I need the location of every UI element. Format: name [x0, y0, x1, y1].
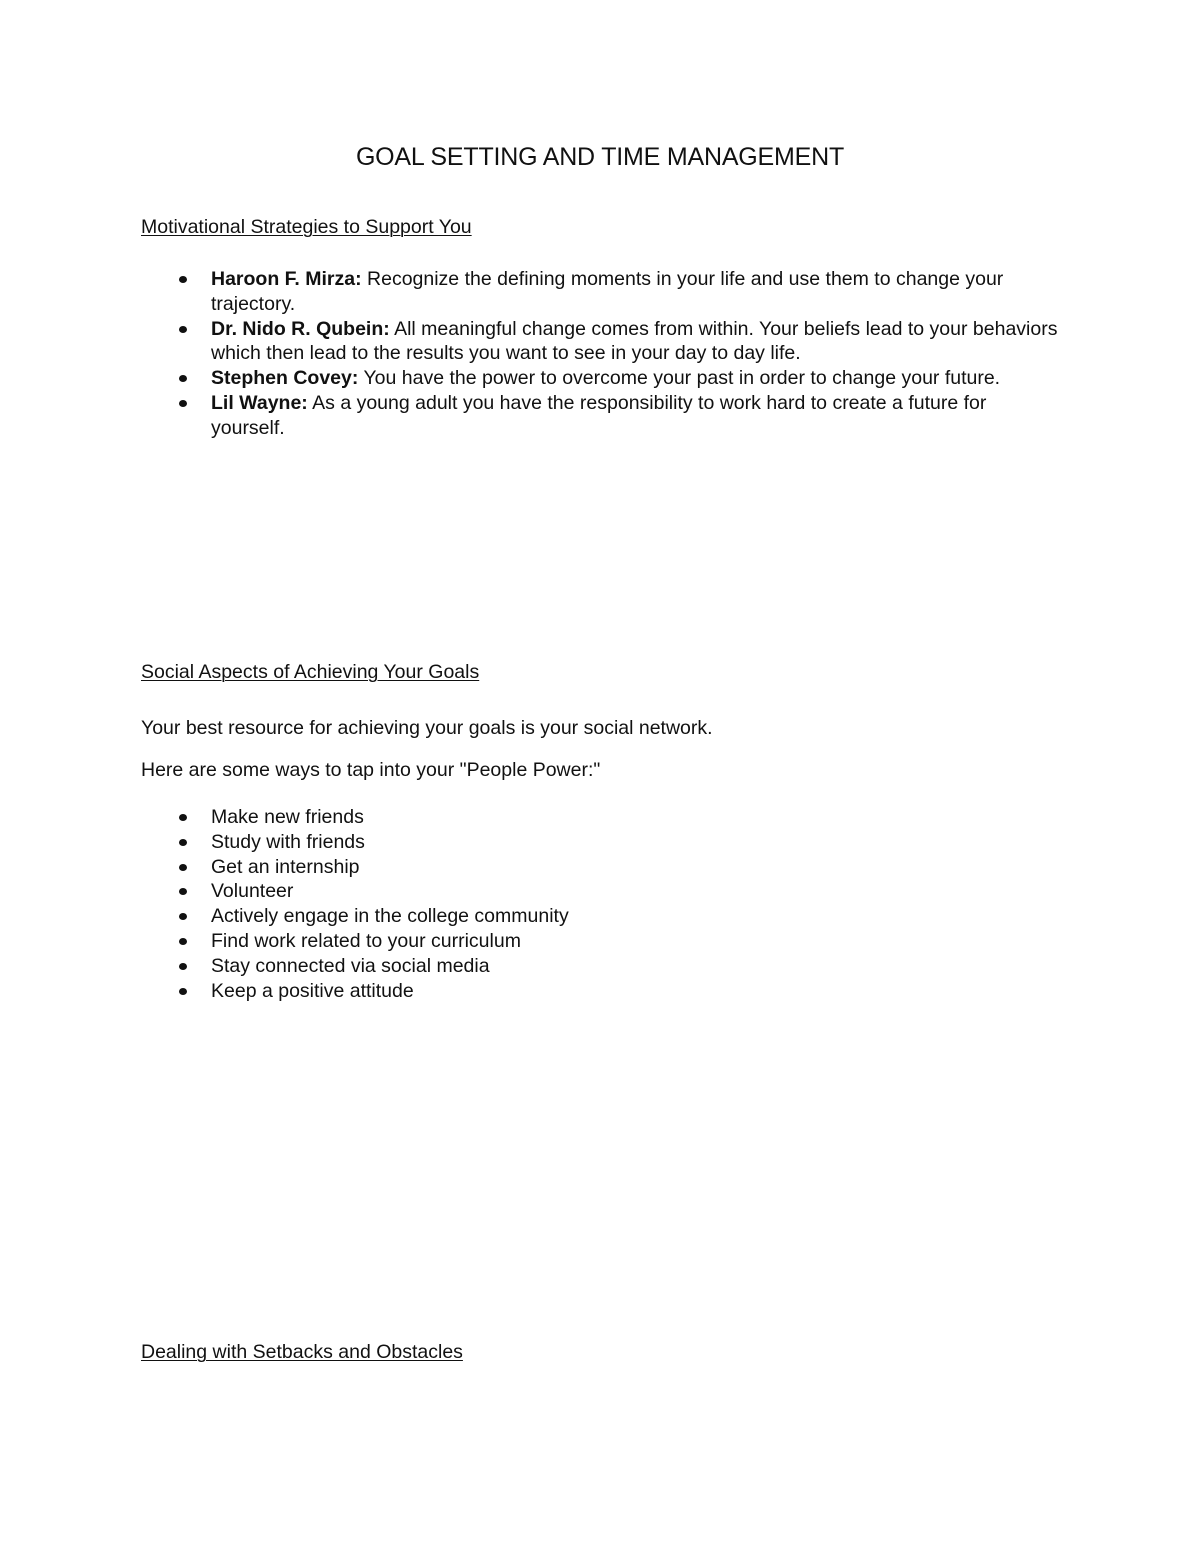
bullet-icon: [179, 963, 187, 970]
quote-text: As a young adult you have the responsibility to work hard to create a future for yourself.: [211, 391, 987, 439]
list-item: [0, 904, 1061, 929]
list-item: [0, 391, 1061, 441]
bullet-icon: [179, 375, 187, 382]
list-item: [0, 855, 1061, 880]
quote-author: Haroon F. Mirza:: [211, 268, 362, 290]
bullet-icon: [179, 888, 187, 895]
list-item-text: Volunteer: [211, 880, 294, 903]
bullet-icon: [179, 839, 187, 846]
people-power-list: [0, 805, 1061, 1003]
list-item-text: Make new friends: [211, 806, 364, 828]
bullet-icon: [179, 938, 187, 945]
list-item: [0, 879, 1061, 904]
bullet-icon: [179, 326, 187, 333]
list-item: [0, 267, 1061, 317]
list-item: [0, 830, 1061, 855]
paragraph-people-power: Here are some ways to tap into your "People Power:": [141, 759, 601, 781]
list-item-text: Stay connected via social media: [211, 954, 490, 977]
quote-author: Lil Wayne:: [211, 391, 308, 414]
page-title: GOAL SETTING AND TIME MANAGEMENT: [355, 143, 845, 171]
bullet-icon: [179, 400, 187, 407]
list-item-text: Find work related to your curriculum: [211, 929, 521, 952]
quote-author: Stephen Covey:: [211, 367, 359, 390]
bullet-icon: [179, 988, 187, 995]
paragraph-social-network: Your best resource for achieving your goals is your social network.: [141, 717, 713, 739]
list-item: [0, 954, 1061, 979]
bullet-icon: [179, 276, 187, 283]
list-item: [0, 366, 1061, 391]
bullet-icon: [179, 913, 187, 920]
list-item-text: Keep a positive attitude: [211, 979, 414, 1002]
quote-author: Dr. Nido R. Qubein:: [211, 317, 390, 340]
list-item: [0, 979, 1061, 1004]
section-heading-motivational: Motivational Strategies to Support You: [141, 216, 472, 238]
quote-text: All meaningful change comes from within. Your beliefs lead to your behaviors which then lead to the results you want to see in your day to day life.: [211, 317, 1058, 365]
list-item: [0, 929, 1061, 954]
motivational-quotes-list: [0, 267, 1061, 441]
section-heading-social: Social Aspects of Achieving Your Goals: [141, 661, 480, 683]
list-item-text: Actively engage in the college community: [211, 905, 569, 928]
quote-text: You have the power to overcome your past in order to change your future.: [358, 367, 1001, 390]
list-item: [0, 805, 1061, 830]
list-item-text: Get an internship: [211, 855, 360, 878]
list-item-text: Study with friends: [211, 830, 365, 853]
section-heading-setbacks: Dealing with Setbacks and Obstacles: [141, 1341, 463, 1363]
bullet-icon: [179, 864, 187, 871]
list-item: [0, 317, 1061, 367]
bullet-icon: [179, 814, 187, 821]
quote-text: Recognize the defining moments in your life and use them to change your trajectory.: [211, 268, 1004, 315]
